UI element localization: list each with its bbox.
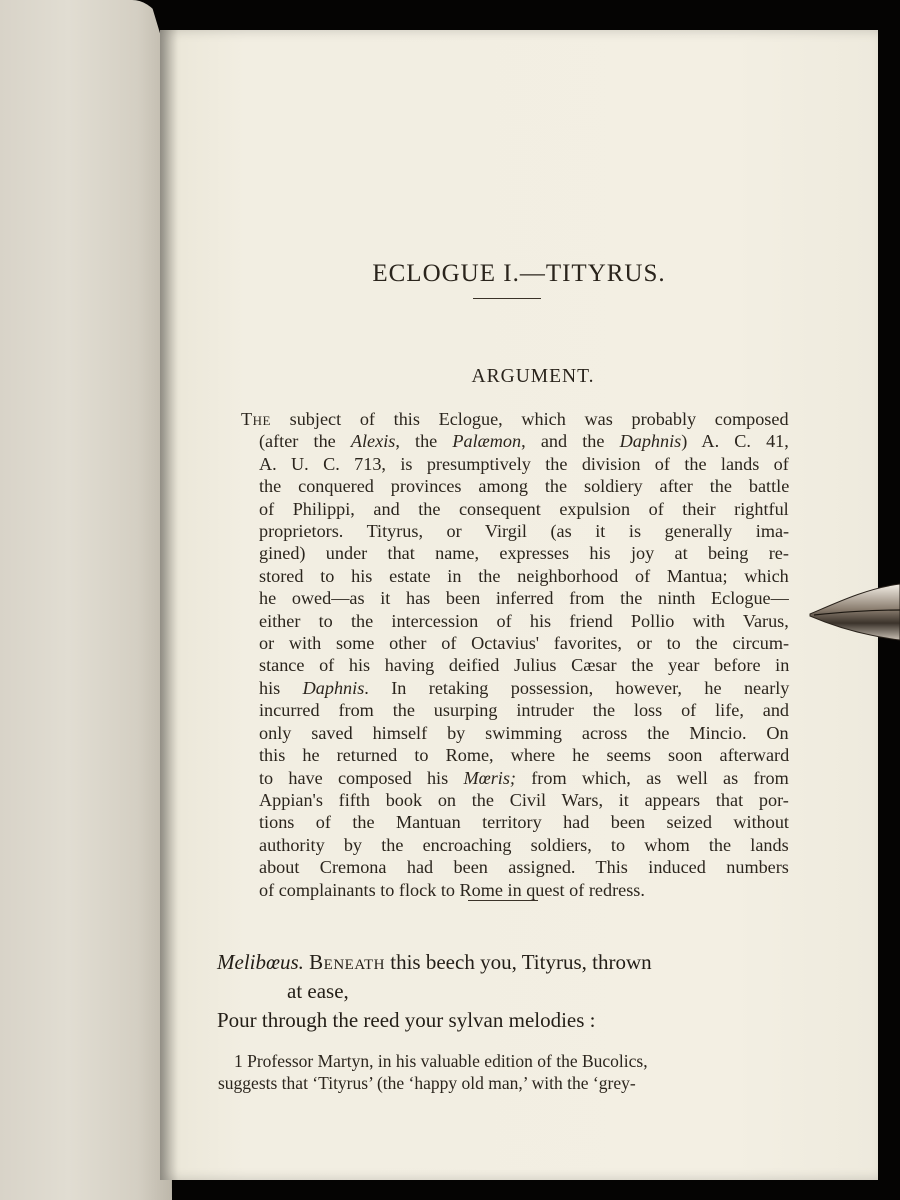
- text-run: incurred from the usurping intruder the loss of life, and: [259, 700, 790, 721]
- first-word: Beneath: [309, 950, 386, 974]
- footnote: [218, 1050, 790, 1094]
- argument-line: [241, 789, 789, 811]
- text-run: or with some other of Octavius' favorites, or to the circum-: [259, 633, 790, 654]
- text-run: authority by the encroaching soldiers, to whom the lands: [259, 834, 789, 855]
- text-run: . In retaking possession, however, he nearly: [364, 677, 790, 698]
- pen-nib-icon: [808, 580, 900, 642]
- italic-title: Daphnis: [302, 677, 365, 698]
- text-run: only saved himself by swimming across the Mincio. On: [259, 722, 789, 743]
- gutter-shadow: [160, 30, 178, 1180]
- argument-line: [241, 834, 789, 856]
- argument-line: [241, 722, 789, 744]
- text-run: (after the: [259, 431, 351, 452]
- argument-heading: ARGUMENT.: [471, 366, 595, 387]
- text-run: he owed—as it has been inferred from the ninth Eclogue—: [259, 588, 789, 609]
- argument-line: [241, 856, 789, 878]
- drop-word: The: [241, 409, 271, 429]
- left-page: [0, 0, 172, 1200]
- footnote-line-1: 1 Professor Martyn, in his valuable edition of the Bucolics,: [234, 1051, 648, 1071]
- argument-line: [241, 408, 789, 430]
- argument-line: [241, 520, 789, 542]
- poem-line-1: [217, 950, 652, 974]
- text-run: , and the: [521, 431, 620, 452]
- text-run: , the: [395, 431, 453, 452]
- text-run: proprietors. Tityrus, or Virgil (as it is generally ima-: [259, 521, 790, 542]
- text-run: A. U. C. 713, is presumptively the division of the lands of: [259, 453, 789, 474]
- italic-title: Daphnis: [619, 431, 682, 452]
- speaker-name: Melibœus.: [217, 950, 304, 974]
- poem-text: [217, 948, 787, 1035]
- text-run: ) A. C. 41,: [681, 431, 789, 452]
- poem-line-2: Pour through the reed your sylvan melodies :: [217, 1008, 596, 1032]
- argument-line: [241, 453, 789, 475]
- argument-line: [241, 430, 789, 452]
- text-run: of Philippi, and the consequent expulsion of their rightful: [259, 498, 789, 519]
- argument-line: [241, 565, 789, 587]
- book-page: [160, 30, 878, 1180]
- argument-line: [241, 767, 789, 789]
- poem-line-1-continuation: at ease,: [287, 979, 349, 1003]
- poem-line-1-rest: this beech you, Tityrus, thrown: [385, 950, 652, 974]
- title-rule: [473, 298, 541, 299]
- italic-title: Mœris;: [463, 767, 516, 788]
- text-run: either to the intercession of his friend Pollio with Varus,: [259, 610, 789, 631]
- text-run: stance of his having deified Julius Cæsar the year before in: [259, 655, 790, 676]
- argument-line: [241, 811, 789, 833]
- text-run: to have composed his: [259, 767, 464, 788]
- text-run: of complainants to flock to Rome in quest of redress.: [259, 879, 645, 900]
- page-title: ECLOGUE I.—TITYRUS.: [372, 260, 666, 287]
- text-run: tions of the Mantuan territory had been seized without: [259, 812, 789, 833]
- argument-line: [241, 654, 789, 676]
- text-run: his: [259, 677, 303, 698]
- text-run: from which, as well as from: [515, 767, 789, 788]
- text-run: gined) under that name, expresses his joy at being re-: [259, 543, 789, 564]
- footnote-line-2: suggests that ‘Tityrus’ (the ‘happy old man,’ with the ‘grey-: [218, 1073, 636, 1093]
- italic-title: Alexis: [350, 431, 396, 452]
- argument-line: [241, 587, 789, 609]
- argument-line: [241, 475, 789, 497]
- argument-line: [241, 610, 789, 632]
- text-run: subject of this Eclogue, which was probably composed: [270, 409, 789, 429]
- argument-line: [241, 879, 789, 901]
- section-rule: [468, 900, 538, 901]
- argument-line: [241, 498, 789, 520]
- text-run: Appian's fifth book on the Civil Wars, it appears that por-: [259, 789, 789, 810]
- text-run: stored to his estate in the neighborhood of Mantua; which: [259, 565, 789, 586]
- text-run: this he returned to Rome, where he seems soon afterward: [259, 745, 790, 766]
- argument-paragraph: [241, 408, 789, 901]
- text-run: the conquered provinces among the soldiery after the battle: [259, 476, 790, 497]
- text-run: about Cremona had been assigned. This induced numbers: [259, 857, 789, 878]
- argument-line: [241, 677, 789, 699]
- argument-line: [241, 542, 789, 564]
- argument-line: [241, 632, 789, 654]
- italic-title: Palæmon: [452, 431, 522, 452]
- argument-line: [241, 699, 789, 721]
- argument-line: [241, 744, 789, 766]
